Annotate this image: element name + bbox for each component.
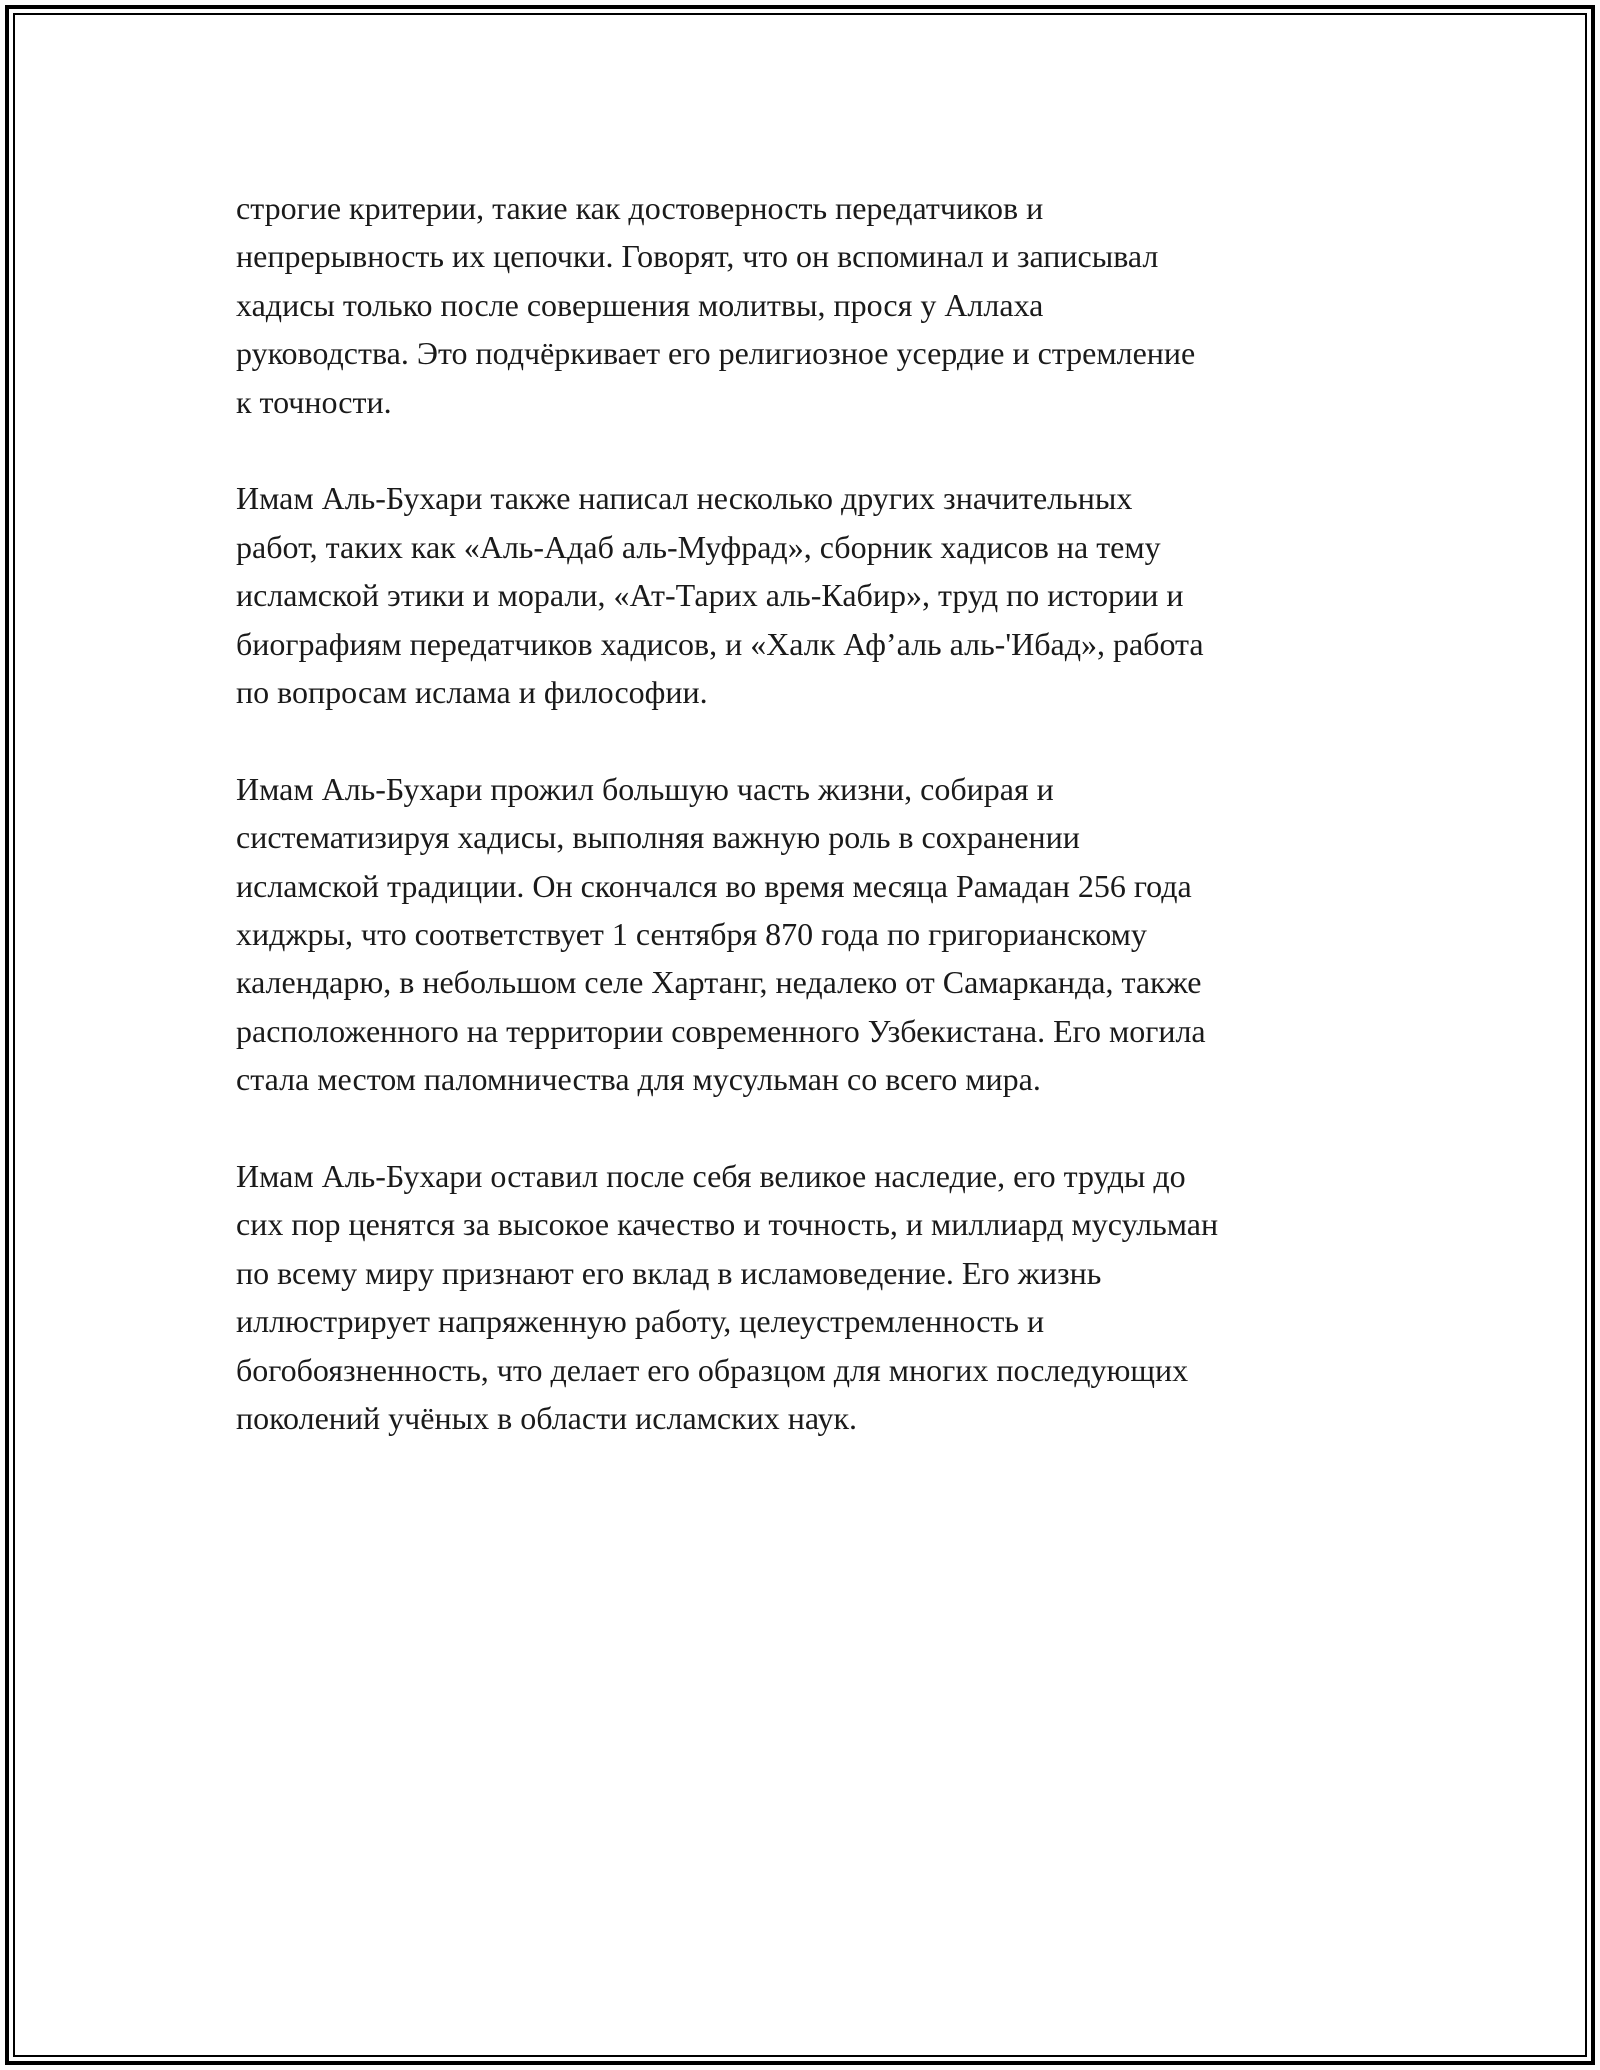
text-line: расположенного на территории современного Узбекистана. Его могила bbox=[236, 1012, 1206, 1049]
text-line: богобоязненность, что делает его образцом для многих последующих bbox=[236, 1351, 1189, 1388]
text-line: Имам Аль-Бухари также написал несколько других значительных bbox=[236, 480, 1133, 517]
text-line: иллюстрирует напряженную работу, целеустремленность и bbox=[236, 1303, 1045, 1340]
text-line: биографиям передатчиков хадисов, и «Халк Аф’аль аль-'Ибад», работа bbox=[236, 625, 1204, 662]
text-line: руководства. Это подчёркивает его религиозное усердие и стремление bbox=[236, 335, 1196, 372]
paragraph-4 bbox=[236, 1152, 1376, 1442]
text-line: работ, таких как «Аль-Адаб аль-Муфрад», сборник хадисов на тему bbox=[236, 528, 1161, 565]
text-line: систематизируя хадисы, выполняя важную роль в сохранении bbox=[236, 819, 1080, 856]
text-line: поколений учёных в области исламских наук. bbox=[236, 1400, 858, 1437]
text-line: хадисы только после совершения молитвы, прося у Аллаха bbox=[236, 286, 1044, 323]
text-line: стала местом паломничества для мусульман со всего мира. bbox=[236, 1061, 1041, 1098]
paragraph-3 bbox=[236, 765, 1376, 1104]
paragraph-2 bbox=[236, 474, 1376, 716]
text-line: хиджры, что соответствует 1 сентября 870 года по григорианскому bbox=[236, 916, 1147, 953]
text-line: Имам Аль-Бухари оставил после себя великое наследие, его труды до bbox=[236, 1158, 1186, 1195]
text-line: по всему миру признают его вклад в исламоведение. Его жизнь bbox=[236, 1254, 1102, 1291]
document-body bbox=[236, 184, 1376, 1491]
text-line: сих пор ценятся за высокое качество и точность, и миллиард мусульман bbox=[236, 1206, 1219, 1243]
text-line: к точности. bbox=[236, 383, 392, 420]
text-line: строгие критерии, такие как достоверность передатчиков и bbox=[236, 190, 1044, 226]
text-line: исламской традиции. Он скончался во время месяца Рамадан 256 года bbox=[236, 867, 1192, 904]
text-line: исламской этики и морали, «Ат-Тарих аль-Кабир», труд по истории и bbox=[236, 577, 1184, 614]
text-line: по вопросам ислама и философии. bbox=[236, 674, 708, 711]
paragraph-1 bbox=[236, 184, 1376, 426]
text-line: Имам Аль-Бухари прожил большую часть жизни, собирая и bbox=[236, 770, 1054, 807]
text-line: непрерывность их цепочки. Говорят, что он вспоминал и записывал bbox=[236, 238, 1159, 275]
text-line: календарю, в небольшом селе Хартанг, недалеко от Самарканда, также bbox=[236, 964, 1202, 1001]
